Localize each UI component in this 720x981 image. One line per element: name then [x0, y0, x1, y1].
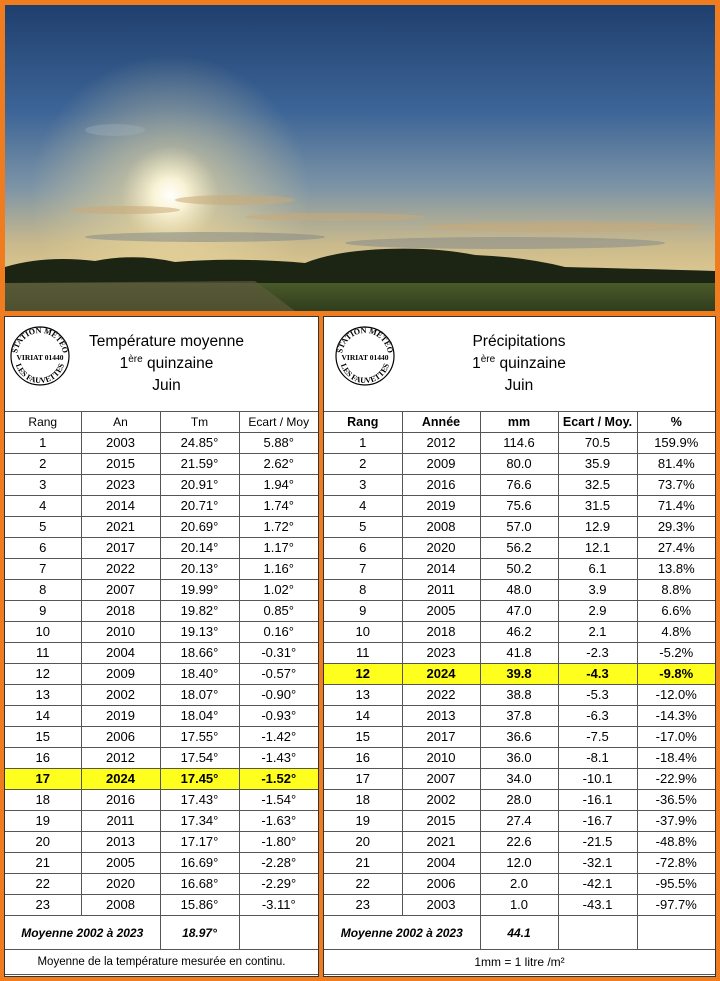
table-cell: 17.43°	[160, 790, 239, 811]
table-cell: 19.82°	[160, 601, 239, 622]
table-cell: -5.2%	[637, 643, 715, 664]
table-cell: 76.6	[480, 475, 558, 496]
table-cell: 10	[324, 622, 402, 643]
table-cell: -1.42°	[239, 727, 318, 748]
table-cell: 20.69°	[160, 517, 239, 538]
table-cell: 2016	[81, 790, 160, 811]
table-cell: 18.40°	[160, 664, 239, 685]
table-cell: 12.9	[558, 517, 637, 538]
table-row	[324, 643, 715, 664]
table-cell: 6.6%	[637, 601, 715, 622]
table-cell: 18	[324, 790, 402, 811]
average-label: Moyenne 2002 à 2023	[324, 916, 480, 950]
table-cell: 2019	[81, 706, 160, 727]
table-cell: 50.2	[480, 559, 558, 580]
table-cell: -95.5%	[637, 874, 715, 895]
table-cell: 56.2	[480, 538, 558, 559]
table-cell: 17.55°	[160, 727, 239, 748]
table-cell: 13	[324, 685, 402, 706]
table-row	[5, 622, 318, 643]
table-cell: -6.3	[558, 706, 637, 727]
table-cell: 13	[5, 685, 81, 706]
table-cell: 2020	[402, 538, 480, 559]
table-cell: 114.6	[480, 433, 558, 454]
table-cell: -37.9%	[637, 811, 715, 832]
table-cell: 18	[5, 790, 81, 811]
table-cell: -18.4%	[637, 748, 715, 769]
table-cell: 2010	[402, 748, 480, 769]
table-cell: 75.6	[480, 496, 558, 517]
table-cell: 2017	[402, 727, 480, 748]
table-cell: 2021	[402, 832, 480, 853]
table-cell: 8	[324, 580, 402, 601]
table-cell: -3.11°	[239, 895, 318, 916]
table-cell: 19	[5, 811, 81, 832]
table-cell: 20.13°	[160, 559, 239, 580]
svg-text:STATION MÉTÉO: STATION MÉTÉO	[335, 325, 395, 354]
table-cell: 2012	[402, 433, 480, 454]
table-cell: -17.0%	[637, 727, 715, 748]
table-cell: -16.7	[558, 811, 637, 832]
table-cell: 2.62°	[239, 454, 318, 475]
table-cell: -0.90°	[239, 685, 318, 706]
table-cell: 2006	[81, 727, 160, 748]
table-cell: 27.4%	[637, 538, 715, 559]
average-row	[324, 916, 715, 950]
column-header: mm	[480, 412, 558, 433]
table-row	[324, 475, 715, 496]
table-cell: -48.8%	[637, 832, 715, 853]
empty-cell	[558, 916, 637, 950]
table-cell: 2003	[402, 895, 480, 916]
table-cell: 17.54°	[160, 748, 239, 769]
table-cell: 6	[324, 538, 402, 559]
table-cell: -9.8%	[637, 664, 715, 685]
table-cell: 20	[5, 832, 81, 853]
table-cell: -36.5%	[637, 790, 715, 811]
table-cell: 2014	[81, 496, 160, 517]
empty-cell	[637, 916, 715, 950]
table-cell: 47.0	[480, 601, 558, 622]
note-text: Moyenne de la température mesurée en continu.	[5, 950, 318, 975]
table-cell: 20.91°	[160, 475, 239, 496]
table-cell: 21	[324, 853, 402, 874]
table-cell: 2005	[402, 601, 480, 622]
table-cell: 17	[5, 769, 81, 790]
table-cell: 2.9	[558, 601, 637, 622]
table-cell: 16	[324, 748, 402, 769]
table-row	[324, 727, 715, 748]
precipitation-header	[324, 317, 715, 411]
table-row	[324, 517, 715, 538]
table-cell: 3.9	[558, 580, 637, 601]
table-cell: 2016	[402, 475, 480, 496]
table-cell: 2011	[81, 811, 160, 832]
table-cell: 3	[324, 475, 402, 496]
table-cell: 2008	[402, 517, 480, 538]
table-row	[324, 580, 715, 601]
table-cell: -8.1	[558, 748, 637, 769]
precipitation-title: Précipitations 1ère quinzaine Juin	[472, 333, 566, 394]
table-row	[5, 559, 318, 580]
table-cell: 2.1	[558, 622, 637, 643]
table-cell: 2006	[402, 874, 480, 895]
table-cell: 2009	[81, 664, 160, 685]
table-row	[324, 706, 715, 727]
table-cell: -10.1	[558, 769, 637, 790]
table-cell: 10	[5, 622, 81, 643]
table-cell: 12	[324, 664, 402, 685]
table-cell: 2.0	[480, 874, 558, 895]
table-cell: 20.71°	[160, 496, 239, 517]
table-row	[5, 874, 318, 895]
table-row	[5, 769, 318, 790]
table-cell: 15	[324, 727, 402, 748]
table-row	[5, 433, 318, 454]
table-row	[5, 580, 318, 601]
table-row	[5, 601, 318, 622]
table-cell: 2018	[402, 622, 480, 643]
table-row	[5, 706, 318, 727]
table-row	[5, 685, 318, 706]
table-cell: 31.5	[558, 496, 637, 517]
sunset-landscape-photo	[5, 5, 715, 311]
table-cell: 17.17°	[160, 832, 239, 853]
table-cell: -0.31°	[239, 643, 318, 664]
table-cell: 18.04°	[160, 706, 239, 727]
table-cell: 38.8	[480, 685, 558, 706]
table-cell: -43.1	[558, 895, 637, 916]
table-cell: -5.3	[558, 685, 637, 706]
table-cell: 2003	[81, 433, 160, 454]
table-cell: 12.0	[480, 853, 558, 874]
table-cell: 1.02°	[239, 580, 318, 601]
column-header: Tm	[160, 412, 239, 433]
table-cell: 2013	[81, 832, 160, 853]
table-cell: -2.28°	[239, 853, 318, 874]
table-cell: 7	[324, 559, 402, 580]
table-cell: -2.3	[558, 643, 637, 664]
table-cell: 1	[324, 433, 402, 454]
table-cell: 19.99°	[160, 580, 239, 601]
table-cell: 2007	[81, 580, 160, 601]
table-cell: 2020	[81, 874, 160, 895]
table-row	[324, 769, 715, 790]
table-cell: 29.3%	[637, 517, 715, 538]
table-cell: 14	[324, 706, 402, 727]
table-cell: 159.9%	[637, 433, 715, 454]
table-cell: -32.1	[558, 853, 637, 874]
table-cell: 21	[5, 853, 81, 874]
table-row	[5, 496, 318, 517]
table-cell: 8	[5, 580, 81, 601]
table-cell: 16	[5, 748, 81, 769]
temperature-panel	[4, 316, 319, 977]
table-cell: -1.80°	[239, 832, 318, 853]
table-cell: 2007	[402, 769, 480, 790]
table-cell: 19	[324, 811, 402, 832]
table-cell: 2023	[402, 643, 480, 664]
table-cell: 22	[5, 874, 81, 895]
table-row	[5, 895, 318, 916]
table-cell: 1.0	[480, 895, 558, 916]
table-cell: 48.0	[480, 580, 558, 601]
table-cell: 27.4	[480, 811, 558, 832]
table-cell: 41.8	[480, 643, 558, 664]
table-row	[5, 748, 318, 769]
table-header-row	[5, 412, 318, 433]
table-cell: 4.8%	[637, 622, 715, 643]
table-cell: 2002	[81, 685, 160, 706]
table-cell: 2015	[402, 811, 480, 832]
table-cell: 2013	[402, 706, 480, 727]
table-row	[324, 454, 715, 475]
table-cell: 1.74°	[239, 496, 318, 517]
table-cell: 1.72°	[239, 517, 318, 538]
table-cell: -22.9%	[637, 769, 715, 790]
table-cell: 2	[5, 454, 81, 475]
note-text: 1mm = 1 litre /m²	[324, 950, 715, 975]
table-cell: -21.5	[558, 832, 637, 853]
note-row	[324, 950, 715, 975]
table-cell: 5	[324, 517, 402, 538]
table-cell: 2024	[402, 664, 480, 685]
table-cell: 5.88°	[239, 433, 318, 454]
table-cell: 21.59°	[160, 454, 239, 475]
table-row	[324, 895, 715, 916]
table-cell: -1.63°	[239, 811, 318, 832]
table-cell: 2004	[81, 643, 160, 664]
table-cell: 2017	[81, 538, 160, 559]
table-cell: 6	[5, 538, 81, 559]
table-cell: 2008	[81, 895, 160, 916]
temperature-header	[5, 317, 318, 411]
table-cell: 18.66°	[160, 643, 239, 664]
table-row	[324, 538, 715, 559]
table-row	[324, 811, 715, 832]
precipitation-panel	[323, 316, 716, 977]
table-cell: 2004	[402, 853, 480, 874]
table-cell: 34.0	[480, 769, 558, 790]
column-header: An	[81, 412, 160, 433]
table-cell: 17	[324, 769, 402, 790]
table-cell: 22.6	[480, 832, 558, 853]
table-row	[5, 643, 318, 664]
table-cell: 15.86°	[160, 895, 239, 916]
table-cell: 2014	[402, 559, 480, 580]
table-cell: 37.8	[480, 706, 558, 727]
svg-text:VIRIAT 01440: VIRIAT 01440	[341, 353, 389, 362]
table-row	[324, 664, 715, 685]
table-cell: 0.85°	[239, 601, 318, 622]
svg-text:LES FAUVETTES: LES FAUVETTES	[13, 362, 67, 386]
table-cell: 17.45°	[160, 769, 239, 790]
table-cell: 18.07°	[160, 685, 239, 706]
table-cell: 70.5	[558, 433, 637, 454]
table-cell: 2012	[81, 748, 160, 769]
table-cell: 2023	[81, 475, 160, 496]
table-cell: 35.9	[558, 454, 637, 475]
table-cell: 80.0	[480, 454, 558, 475]
table-cell: 17.34°	[160, 811, 239, 832]
table-cell: 12.1	[558, 538, 637, 559]
table-cell: 71.4%	[637, 496, 715, 517]
table-cell: 6.1	[558, 559, 637, 580]
table-cell: 2002	[402, 790, 480, 811]
table-row	[5, 517, 318, 538]
table-cell: 2024	[81, 769, 160, 790]
table-row	[5, 811, 318, 832]
table-row	[324, 622, 715, 643]
average-label: Moyenne 2002 à 2023	[5, 916, 160, 950]
column-header: Année	[402, 412, 480, 433]
table-cell: 32.5	[558, 475, 637, 496]
table-cell: 57.0	[480, 517, 558, 538]
table-cell: 16.68°	[160, 874, 239, 895]
table-cell: 1.94°	[239, 475, 318, 496]
table-cell: 2019	[402, 496, 480, 517]
table-cell: -97.7%	[637, 895, 715, 916]
table-cell: -14.3%	[637, 706, 715, 727]
table-cell: 3	[5, 475, 81, 496]
table-cell: 7	[5, 559, 81, 580]
table-cell: -12.0%	[637, 685, 715, 706]
table-cell: 73.7%	[637, 475, 715, 496]
note-row	[5, 950, 318, 975]
table-cell: 0.16°	[239, 622, 318, 643]
temperature-table	[5, 411, 318, 975]
table-cell: -0.57°	[239, 664, 318, 685]
table-row	[5, 454, 318, 475]
table-cell: 11	[5, 643, 81, 664]
table-row	[324, 790, 715, 811]
table-cell: 2005	[81, 853, 160, 874]
empty-cell	[239, 916, 318, 950]
column-header: Rang	[324, 412, 402, 433]
table-row	[5, 475, 318, 496]
table-row	[5, 790, 318, 811]
temperature-title: Température moyenne 1ère quinzaine Juin	[88, 333, 245, 394]
table-row	[324, 685, 715, 706]
table-cell: 28.0	[480, 790, 558, 811]
table-cell: -0.93°	[239, 706, 318, 727]
table-cell: -1.43°	[239, 748, 318, 769]
table-row	[324, 874, 715, 895]
table-cell: 4	[324, 496, 402, 517]
table-cell: -16.1	[558, 790, 637, 811]
table-row	[5, 727, 318, 748]
average-row	[5, 916, 318, 950]
table-cell: 2010	[81, 622, 160, 643]
table-cell: 2009	[402, 454, 480, 475]
table-cell: -2.29°	[239, 874, 318, 895]
table-cell: 81.4%	[637, 454, 715, 475]
table-row	[324, 496, 715, 517]
table-cell: 4	[5, 496, 81, 517]
table-cell: 1.16°	[239, 559, 318, 580]
svg-text:LES FAUVETTES: LES FAUVETTES	[338, 362, 392, 386]
table-cell: -7.5	[558, 727, 637, 748]
table-cell: 19.13°	[160, 622, 239, 643]
table-cell: 24.85°	[160, 433, 239, 454]
table-row	[324, 748, 715, 769]
average-value: 44.1	[480, 916, 558, 950]
table-cell: -72.8%	[637, 853, 715, 874]
table-cell: 22	[324, 874, 402, 895]
table-cell: 15	[5, 727, 81, 748]
svg-text:VIRIAT 01440: VIRIAT 01440	[16, 353, 64, 362]
table-cell: 1	[5, 433, 81, 454]
table-row	[5, 664, 318, 685]
table-row	[324, 601, 715, 622]
table-cell: -1.54°	[239, 790, 318, 811]
table-row	[324, 433, 715, 454]
table-header-row	[324, 412, 715, 433]
column-header: %	[637, 412, 715, 433]
table-cell: 16.69°	[160, 853, 239, 874]
table-cell: 2022	[402, 685, 480, 706]
table-cell: 12	[5, 664, 81, 685]
table-cell: 20	[324, 832, 402, 853]
station-stamp-logo	[9, 325, 71, 387]
precipitation-table	[324, 411, 715, 975]
table-cell: 23	[5, 895, 81, 916]
table-cell: 2015	[81, 454, 160, 475]
table-cell: 36.6	[480, 727, 558, 748]
average-value: 18.97°	[160, 916, 239, 950]
table-cell: 8.8%	[637, 580, 715, 601]
table-cell: 23	[324, 895, 402, 916]
table-cell: -4.3	[558, 664, 637, 685]
table-cell: 14	[5, 706, 81, 727]
table-row	[5, 853, 318, 874]
table-cell: 46.2	[480, 622, 558, 643]
table-row	[5, 832, 318, 853]
table-cell: 11	[324, 643, 402, 664]
column-header: Ecart / Moy	[239, 412, 318, 433]
table-cell: 20.14°	[160, 538, 239, 559]
table-cell: 5	[5, 517, 81, 538]
table-cell: 1.17°	[239, 538, 318, 559]
table-cell: 2	[324, 454, 402, 475]
table-cell: 2022	[81, 559, 160, 580]
table-cell: 2021	[81, 517, 160, 538]
table-cell: 9	[324, 601, 402, 622]
table-row	[5, 538, 318, 559]
column-header: Ecart / Moy.	[558, 412, 637, 433]
svg-text:STATION MÉTÉO: STATION MÉTÉO	[10, 325, 70, 354]
table-cell: 2011	[402, 580, 480, 601]
table-cell: 2018	[81, 601, 160, 622]
table-row	[324, 853, 715, 874]
table-row	[324, 559, 715, 580]
station-stamp-logo	[334, 325, 396, 387]
table-cell: 39.8	[480, 664, 558, 685]
table-cell: 13.8%	[637, 559, 715, 580]
column-header: Rang	[5, 412, 81, 433]
table-cell: 9	[5, 601, 81, 622]
table-cell: -1.52°	[239, 769, 318, 790]
table-cell: -42.1	[558, 874, 637, 895]
table-row	[324, 832, 715, 853]
table-cell: 36.0	[480, 748, 558, 769]
